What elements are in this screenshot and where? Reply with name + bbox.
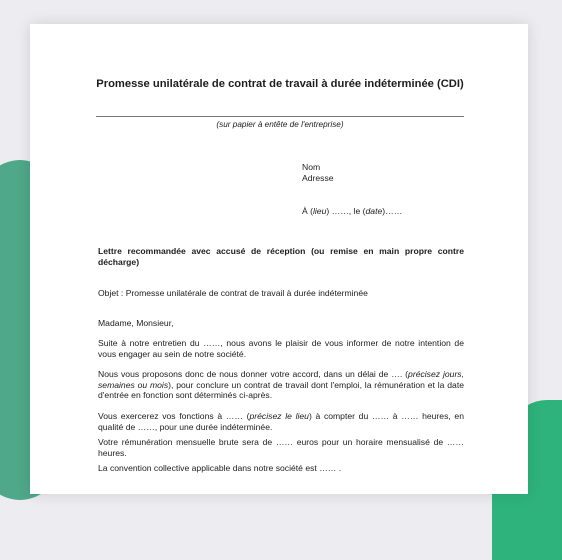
place-date-suffix: )…… [382,206,403,216]
subject-line: Objet : Promesse unilatérale de contrat de travail à durée indéterminée [98,288,368,298]
paragraph-position-italic: le lieu [285,411,309,421]
paragraph-salary: Votre rémunération mensuelle brute sera de …… euros pour un horaire mensualisé de …… heures. [98,437,464,458]
delivery-mode: Lettre recommandée avec accusé de réception (ou remise en main propre contre décharge) [98,246,464,267]
place-date-middle: ) ……, le ( [326,206,366,216]
date-placeholder: date [365,206,383,216]
paragraph-interview: Suite à notre entretien du ……, nous avons le plaisir de vous informer de notre intention de vous engager au sein de notre société. [98,338,464,359]
document-title: Promesse unilatérale de contrat de travail à durée indéterminée (CDI) [96,78,464,90]
place-placeholder: lieu [312,206,327,216]
paragraph-position-italic: précisez [249,411,282,421]
recipient-address: Adresse [302,172,334,183]
paragraph-position-part: ) à compter du …… à …… heures, en qualité de ……, pour une durée indéterminée. [98,411,464,432]
paragraph-proposal [98,369,464,401]
paragraph-position-part: Vous exercerez vos fonctions à …… ( [98,411,250,421]
place-date-line [302,206,402,217]
paragraph-proposal-italic: précisez jours, semaines ou mois [98,369,464,390]
paragraph-proposal-part: Nous vous proposons donc de nous donner votre accord, dans un délai de …. ( [98,369,409,379]
document-page [30,24,528,494]
place-date-prefix: À ( [302,206,313,216]
paragraph-convention: La convention collective applicable dans notre société est …… . [98,463,342,473]
paragraph-proposal-part: ), pour conclure un contrat de travail dont l'emploi, la rémunération et la date d'entrée en fonction sont déterminés ci-après. [98,379,464,401]
salutation: Madame, Monsieur, [98,318,174,328]
recipient-block [302,162,334,183]
recipient-name: Nom [302,162,321,172]
paper-note: (sur papier à entête de l'entreprise) [216,120,344,129]
paragraph-position [98,411,464,432]
title-divider [96,116,464,117]
